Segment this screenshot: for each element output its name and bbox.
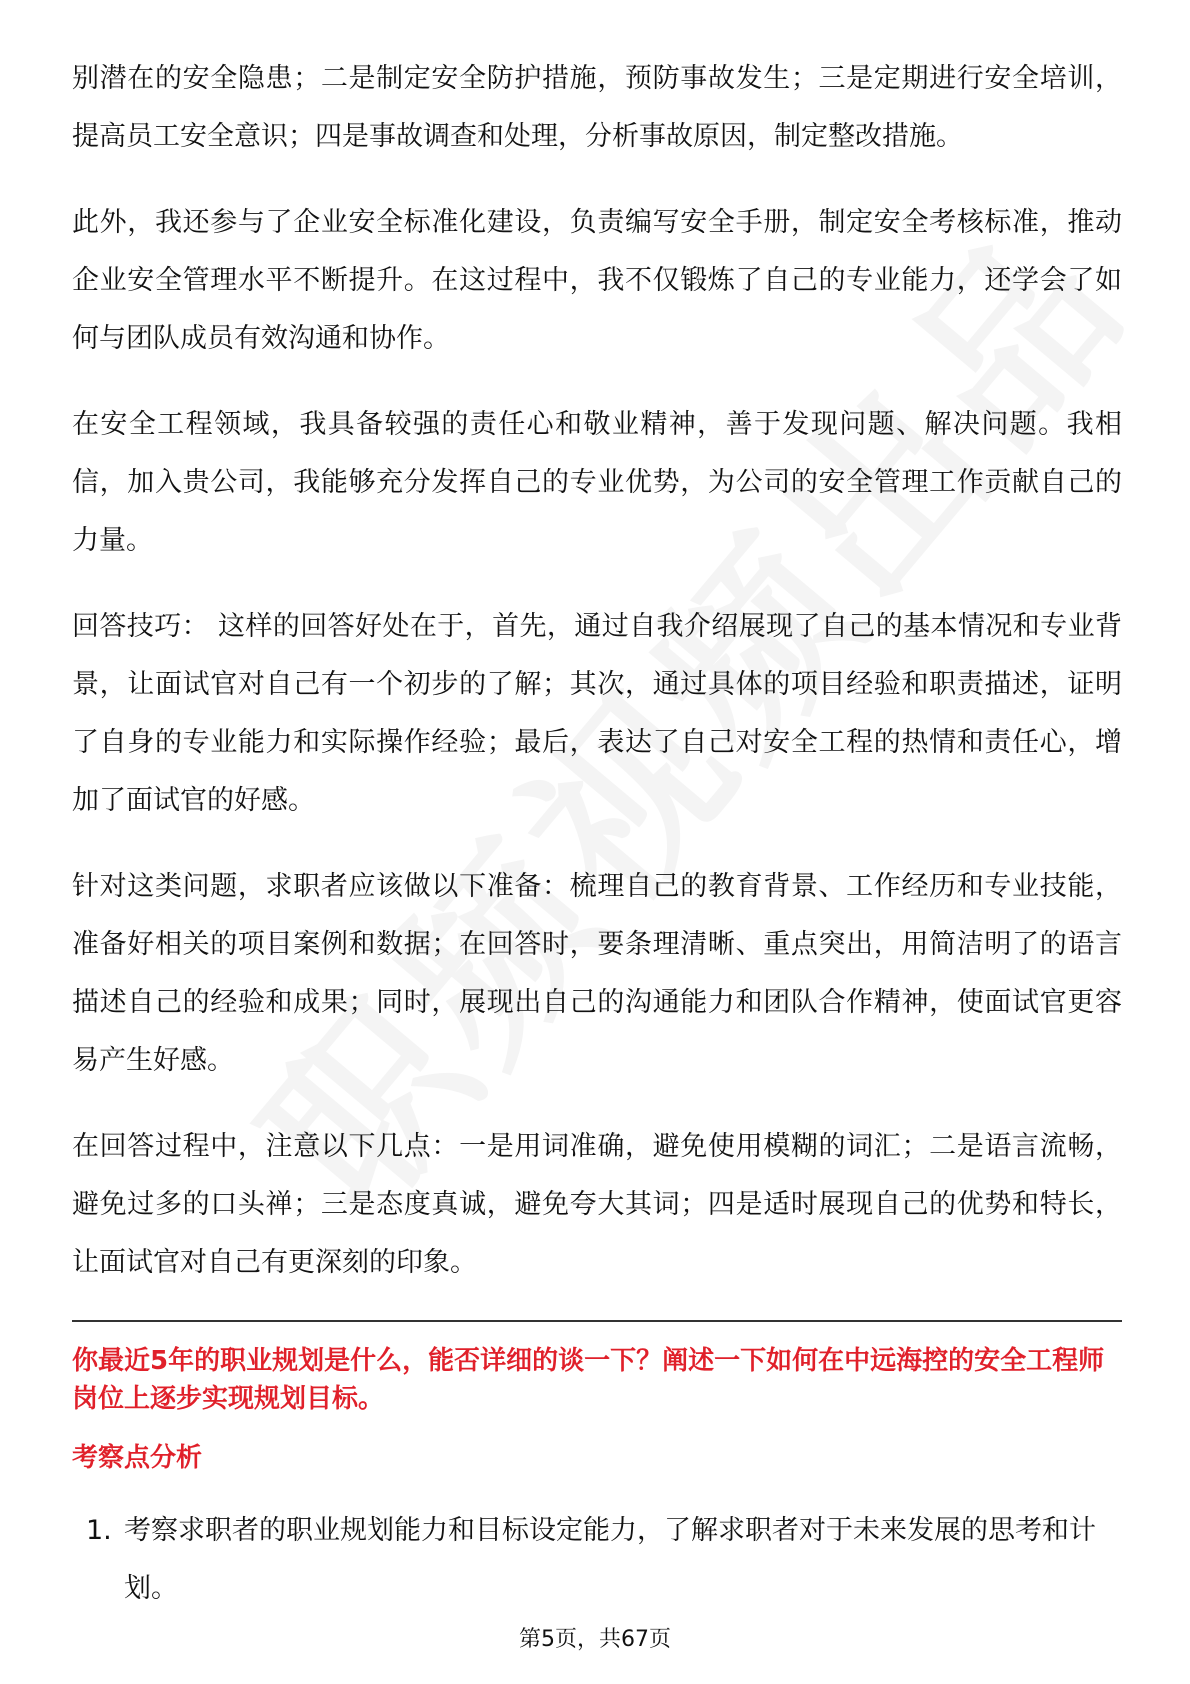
- section-divider: [72, 1320, 1122, 1322]
- page-footer: 第5页，共67页: [519, 1627, 671, 1652]
- paragraph-preparation: 针对这类问题，求职者应该做以下准备：梳理自己的教育背景、工作经历和专业技能，准备好相关的项目案例和数据；在回答时，要条理清晰、重点突出，用简洁明了的语言描述自己的经验和成果；同时，展现出自己的沟通能力和团队合作精神，使面试官更容易产生好感。: [72, 871, 1122, 1076]
- interview-question: 你最近5年的职业规划是什么，能否详细的谈一下？阐述一下如何在中远海控的安全工程师岗位上逐步实现规划目标。: [72, 1346, 1105, 1414]
- paragraph-notes: 在回答过程中，注意以下几点：一是用词准确，避免使用模糊的词汇；二是语言流畅，避免过多的口头禅；三是态度真诚，避免夸大其词；四是适时展现自己的优势和特长，让面试官对自己有更深刻的印象。: [72, 1131, 1122, 1278]
- paragraph-2: 此外，我还参与了企业安全标准化建设，负责编写安全手册，制定安全考核标准，推动企业安全管理水平不断提升。在这过程中，我不仅锻炼了自己的专业能力，还学会了如何与团队成员有效沟通和协作。: [72, 207, 1122, 354]
- document-body: [72, 50, 1122, 1618]
- paragraph-1: 别潜在的安全隐患；二是制定安全防护措施，预防事故发生；三是定期进行安全培训，提高员工安全意识；四是事故调查和处理，分析事故原因，制定整改措施。: [72, 63, 1122, 152]
- list-item: [72, 1502, 1122, 1618]
- paragraph-answer-tips: 回答技巧： 这样的回答好处在于，首先，通过自我介绍展现了自己的基本情况和专业背景，让面试官对自己有一个初步的了解；其次，通过具体的项目经验和职责描述，证明了自身的专业能力和实际操作经验；最后，表达了自己对安全工程的热情和责任心，增加了面试官的好感。: [72, 611, 1122, 816]
- paragraph-3: 在安全工程领域，我具备较强的责任心和敬业精神，善于发现问题、解决问题。我相信，加入贵公司，我能够充分发挥自己的专业优势，为公司的安全管理工作贡献自己的力量。: [72, 409, 1122, 556]
- list-item-text: 考察求职者的职业规划能力和目标设定能力，了解求职者对于未来发展的思考和计划。: [124, 1515, 1096, 1604]
- list-item-number: 1.: [86, 1515, 112, 1546]
- analysis-heading: 考察点分析: [72, 1443, 203, 1473]
